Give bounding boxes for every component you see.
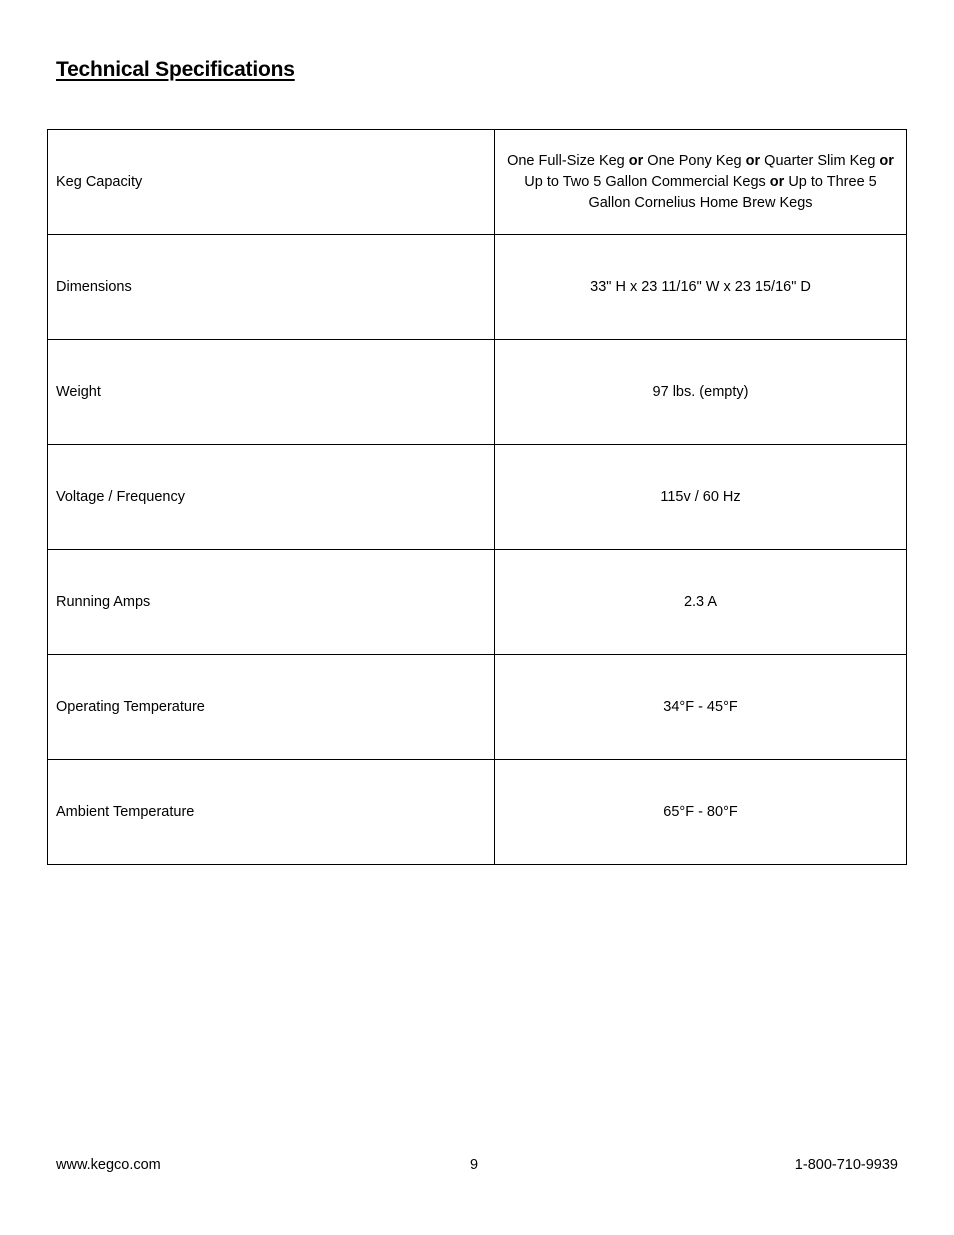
value-part: One Full-Size Keg (507, 152, 629, 169)
value-part: Up to Three 5 Gallon Cornelius Home Brew Kegs (588, 173, 877, 211)
spec-value: 115v / 60 Hz (495, 445, 907, 550)
footer-website: www.kegco.com (56, 1157, 161, 1173)
spec-value: 34°F - 45°F (495, 655, 907, 760)
spec-value: 97 lbs. (empty) (495, 340, 907, 445)
table-row (48, 760, 907, 865)
spec-value: 65°F - 80°F (495, 760, 907, 865)
table-row (48, 130, 907, 235)
spec-label: Dimensions (48, 235, 495, 340)
value-part-bold: or (769, 173, 785, 190)
spec-label: Weight (48, 340, 495, 445)
spec-label: Ambient Temperature (48, 760, 495, 865)
value-part: Up to Two 5 Gallon Commercial Kegs (524, 173, 770, 190)
value-part: One Pony Keg (643, 152, 746, 169)
table-row (48, 655, 907, 760)
specifications-table (47, 129, 907, 865)
value-part-bold: or (879, 152, 894, 169)
spec-value: 2.3 A (495, 550, 907, 655)
table-row (48, 445, 907, 550)
spec-value-keg-capacity (495, 130, 907, 235)
table-row (48, 340, 907, 445)
footer-page-number: 9 (470, 1157, 479, 1173)
spec-value: 33" H x 23 11/16" W x 23 15/16" D (495, 235, 907, 340)
value-part-bold: or (628, 152, 644, 169)
spec-label: Operating Temperature (48, 655, 495, 760)
page-title: Technical Specifications (56, 58, 295, 81)
footer-phone: 1-800-710-9939 (794, 1157, 898, 1173)
value-part-bold: or (745, 152, 761, 169)
spec-label: Keg Capacity (48, 130, 495, 235)
value-part: Quarter Slim Keg (760, 152, 880, 169)
table-row (48, 550, 907, 655)
table-row (48, 235, 907, 340)
spec-label: Running Amps (48, 550, 495, 655)
spec-label: Voltage / Frequency (48, 445, 495, 550)
